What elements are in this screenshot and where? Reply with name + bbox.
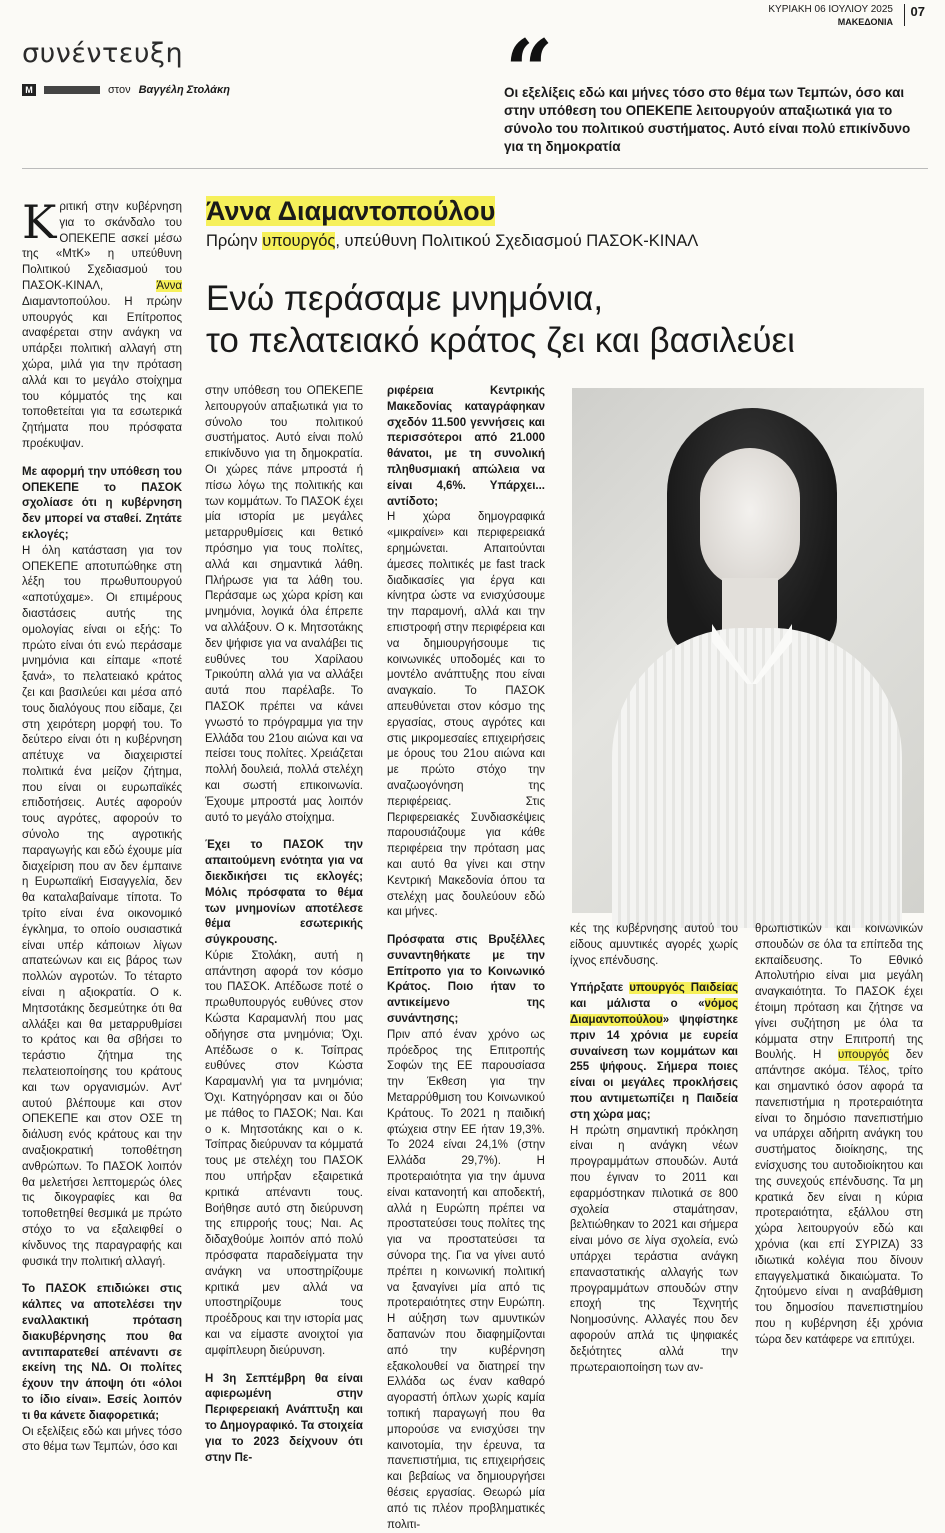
- question: Πρόσφατα στις Βρυξέλλες συναντηθήκατε με την Επίτροπο για το Κοινωνικό Κράτος. Ποιο ήταν το αντικείμενο της συνάντησης;: [387, 934, 545, 1026]
- question: [570, 981, 738, 1123]
- interviewee-name: [206, 196, 495, 227]
- divider: [22, 168, 928, 169]
- column-3: [387, 384, 545, 1533]
- interviewee-photo: [572, 388, 924, 913]
- section-rubric: συνέντευξη: [22, 38, 184, 69]
- reporter-name: Βαγγέλη Στολάκη: [138, 84, 230, 96]
- answer-text: δεν απάντησε ακόμα. Τέλος, τρίτο και σημαντικό όσον αφορά τα πανεπιστήμια η προτεραιότητα είναι το δημόσιο πανεπιστήμιο να υπάρχει αδήριτη ανάγκη του συστήματος διοίκησης, της ενίσχυσης του αυτοδιοίκητου και της συνεχούς επένδυσης. Τα μη κρατικά δεν είναι η κύρια προτεραιότητα, εξάλλου στη χώρα λειτουργούν εδώ και χρόνια (και επί ΣΥΡΙΖΑ) 33 ιδιωτικά κολέγια που δίνουν επαγγελματικά δικαιώματα. Το ζητούμενο είναι η αναβάθμιση του δημοσίου πανεπιστημίου που η κυβέρνηση έξι χρόνια τώρα δεν κατάφερε να επιτύχει.: [755, 1049, 923, 1346]
- folio: [768, 4, 893, 28]
- page-number: 07: [904, 4, 925, 26]
- answer: Η πρώτη σημαντική πρόκληση είναι η ανάγκη νέων προγραμμάτων σπουδών. Αυτά που έγιναν το 2011 και εφαρμόστηκαν πιλοτικά σε 800 σχολεία σταμάτησαν, βελτιώθηκαν το 2021 και σήμερα είναι μόνο σε λίγα σχολεία, ενώ υπάρχει τεράστια ανάγκη επαναστατικής αλλαγής των προγραμμάτων σπουδών στην εποχή της Τεχνητής Νοημοσύνης. Αλλαγές που δεν αφορούν απλά τις ψηφιακές δεξιότητες αλλά την πρωτεραιοποίηση των αν-: [570, 1124, 738, 1374]
- headline: [206, 278, 926, 362]
- photo-face: [700, 448, 800, 588]
- intro-paragraph: [22, 195, 182, 453]
- answer: Η χώρα δημογραφικά «μικραίνει» και περιφερειακά ερημώνεται. Απαιτούνται άμεσες πολιτικές με fast track διαδικασίες για έργα και κίνητρα ώστε να ενισχύσουμε την παραμονή, αλλά και την επιστροφή στην περιφέρεια και να δημιουργήσουμε τις κοινωνικές υποδομές και το μοντέλο ανάπτυξης που είναι αναγκαίο. Το ΠΑΣΟΚ απευθύνεται στον κόσμο της εργασίας, στους αγρότες και στις μικρομεσαίες επιχειρήσεις με όρους του 21ου αιώνα και με πρώτο στόχο την αναζωογόνηση της περιφέρειας. Στις Περιφερειακές Συνδιασκέψεις παρουσιάζουμε για κάθε περιφέρεια την πρόταση μας και αυτό θα γίνει και στην Κεντρική Μακεδονία όπου τα στελέχη μας δουλεύουν εδώ και μήνες.: [387, 511, 545, 919]
- answer: Η όλη κατάσταση για τον ΟΠΕΚΕΠΕ αποτυπώθηκε στη λέξη του πρωθυπουργού «αποτύχαμε». Οι επιμέρους διαστάσεις αυτής της ομολογίας είναι οι εξής: Το πρώτο είναι ότι ενώ περάσαμε μνημόνια και είπαμε «ποτέ ξανά», το πελατειακό κράτος ζει και βασιλεύει και μέσα από τους διαλόγους που είδαμε, ζει στη χειρότερη μορφή του. Το δεύτερο είναι ότι η κυβέρνηση απέτυχε να διαχειριστεί πολιτικά ένα μείζον ζήτημα, που είναι οι ευρωπαϊκές επιδοτήσεις. Αυτές αφορούν τους αγρότες, αφορούν το σύνολο της αγροτικής παραγωγής και εδώ έχουμε μία διαχείριση που αν δεν έμπαινε η Ευρωπαϊκή Εισαγγελία, δεν θα καταλαβαίναμε τίποτα. Το τρίτο είναι ένα οικονομικό έγκλημα, το οποίο ουσιαστικά είναι υπέρ κάποιων λίγων απατεώνων και εις βάρος των πολλών αγροτών. Το τέταρτο είναι η αξιοκρατία. Ο κ. Μητσοτάκης δεσμεύτηκε ότι θα αλλάξει και θα μεταρρυθμίσει το κράτος και θα σβήσει το τεράστιο ζήτημα της πελατειοποίησης του κράτους και των οργανισμών. Αντ' αυτού βλέπουμε και στον ΟΠΕΚΕΠΕ και στον ΟΣΕ τη διάλυση ενός κράτους και την αναξιοκρατική τοποθέτηση ανθρώπων. Το ΠΑΣΟΚ λοιπόν θα μελετήσει λεπτομερώς όλες τις δικογραφίες και θα τοποθετηθεί θεσμικά με πρώτο στόχο το να εξαλειφθεί ο κίνδυνος της παραγραφής και φυσικά την πολιτική αλλαγή.: [22, 544, 182, 1268]
- pull-quote: Οι εξελίξεις εδώ και μήνες τόσο στο θέμα των Τεμπών, όσο και στην υπόθεση του ΟΠΕΚΕΠΕ λειτουργούν απαξιωτικά για το σύνολο του πολιτικού συστήματος. Αυτό είναι πολύ επικίνδυνο για τη δημοκρατία: [504, 85, 911, 154]
- answer-text: θρωπιστικών και κοινωνικών σπουδών σε όλα τα επίπεδα της εκπαίδευσης. Το Εθνικό Απολυτήριο είναι μια μεγάλη αναγκαιότητα. Το ΠΑΣΟΚ έχει έτοιμη πρόταση και ζήτησε να γίνει συζήτηση με όλα τα κόμματα στην Επιτροπή της Βουλής. Η: [755, 923, 923, 1062]
- headline-line: Ενώ περάσαμε μνημόνια,: [206, 279, 604, 318]
- drop-cap: Κ: [22, 195, 57, 249]
- intro-text: ριτική στην κυβέρνηση για το σκάνδαλο του ΟΠΕΚΕΠΕ ασκεί μέσω της «ΜτΚ» η υπεύθυνη Πολιτικού Σχεδιασμού του ΠΑΣΟΚ-ΚΙΝΑΛ,: [22, 201, 182, 292]
- intro-highlight: Άννα: [156, 279, 182, 292]
- newspaper-name: ΜΑΚΕΔΟΝΙΑ: [837, 17, 893, 27]
- answer: κές της κυβέρνησης αυτού του είδους αμυντικές αγορές χωρίς ίχνος επένδυσης.: [570, 923, 738, 967]
- byline-bar: [44, 86, 100, 94]
- question-text: » ψηφίστηκε πριν 14 χρόνια με ευρεία συναίνεση των κομμάτων και 255 ψήφους. Σήμερα ποιες είναι οι μεγάλες προκλήσεις που αντιμετωπίζει η Παιδεία στη χώρα μας;: [570, 1013, 738, 1121]
- answer-highlight: υπουργός: [838, 1049, 889, 1062]
- photo-shirt: [612, 628, 902, 928]
- answer: στην υπόθεση του ΟΠΕΚΕΠΕ λειτουργούν απαξιωτικά για το σύνολο του πολιτικού συστήματος. Αυτό είναι πολύ επικίνδυνο για τη δημοκρατία. Οι χώρες πάνε μπροστά ή πίσω λόγω της πολιτικής και των κομμάτων. Το ΠΑΣΟΚ έχει μία ιστορία με μεγάλες μεταρρυθμίσεις και θετικό πρόσημο για τους πολίτες, αλλά και σημαντικά λάθη. Πλήρωσε για τα λάθη του. Περάσαμε ως χώρα κρίση και μνημόνια, λογικά όλα έπρεπε να αλλάξουν. Ο κ. Μητσοτάκης δεν ψήφισε για να αναλάβει τις ευθύνες του Χαρίλαου Τρικούπη αλλά για να αλλάξει αυτά που παρέλαβε. Το ΠΑΣΟΚ πρέπει να κάνει γνωστό το πρόγραμμα για την Ελλάδα του 21ου αιώνα και να πείσει τους πολίτες. Χρειάζεται πολλή δουλειά, πολλά στελέχη και σωστή επικοινωνία. Έχουμε μπροστά μας λοιπόν αυτό το μεγάλο στοίχημα.: [205, 385, 363, 824]
- headline-line: το πελατειακό κράτος ζει και βασιλεύει: [206, 321, 795, 360]
- question: Το ΠΑΣΟΚ επιδιώκει στις κάλπες να αποτελέσει την εναλλακτική πρόταση διακυβέρνησης που θα αντιπαρατεθεί απέναντι σε εκείνη της ΝΔ. Οι πολίτες έχουν την άποψη ότι «όλοι το ίδιο είναι». Εσείς λοιπόν τι θα κάνετε διαφορετικά;: [22, 1283, 182, 1422]
- question-highlight: υπουργός Παιδείας: [629, 982, 738, 995]
- question-text: και μάλιστα ο «: [570, 998, 705, 1011]
- column-1: [22, 195, 182, 1456]
- column-2: [205, 384, 363, 1466]
- question-text: Υπήρξατε: [570, 982, 630, 995]
- byline: [22, 84, 230, 96]
- question: Η 3η Σεπτέμβρη θα είναι αφιερωμένη στην Περιφερειακή Ανάπτυξη και το Δημογραφικό. Τα στοιχεία για το 2023 δείχνουν ότι στην Πε-: [205, 1372, 363, 1464]
- intro-text: Διαμαντοπούλου. Η πρώην υπουργός και Επίτροπος αναφέρεται στην ανάγκη να υπάρξει πολιτική αλλαγή στη χώρα, μιλά για την πρόταση αλλά και το μεγάλο στοίχημα του κόμματός της και τοποθετείται για τα εσωτερικά ζητήματα που πρόσφατα προέκυψαν.: [22, 295, 182, 450]
- byline-prefix: στον: [108, 84, 131, 96]
- answer: Κύριε Στολάκη, αυτή η απάντηση αφορά τον κόσμο του ΠΑΣΟΚ. Απέδωσε ποτέ ο πρωθυπουργός ευθύνες στον Κώστα Καραμανλή που μας οδήγησε στα μνημόνια; Όχι. Απέδωσε ο κ. Τσίπρας ευθύνες στον Κώστα Καραμανλή για τα μνημόνια; Όχι. Κατηγόρησαν και οι δύο με πάθος το ΠΑΣΟΚ; Ναι. Και ο κ. Μητσοτάκης και ο κ. Τσίπρας διεύρυναν τα κόμματά τους με στελέχη του ΠΑΣΟΚ που υπήρξαν εξαιρετικά κριτικά απέναντι τους. Βοήθησε αυτό στη διεύρυνση της επιρροής τους; Ναι. Ας διδαχθούμε λοιπόν από πολύ πρόσφατα παραδείγματα την ανάγκη να υποστηρίζουμε κριτικά μεν αλλά να υποστηρίζουμε τους προέδρους και την ιστορία μας και να είμαστε ανοιχτοί για αμφίπλευρη διεύρυνση.: [205, 949, 363, 1357]
- question-highlight: νόμος Διαμαντοπούλου: [570, 998, 738, 1026]
- question: Έχει το ΠΑΣΟΚ την απαιτούμενη ενότητα για να διεκδικήσει τις εκλογές; Μόλις πρόσφατα το θέμα των μνημονίων αποτέλεσε θέμα εσωτερικής σύγκρουσης.: [205, 839, 363, 947]
- role-text: , υπεύθυνη Πολιτικού Σχεδιασμού ΠΑΣΟΚ-ΚΙΝΑΛ: [335, 232, 699, 250]
- column-4: [570, 922, 738, 1376]
- role-highlight: υπουργός: [262, 232, 336, 250]
- question: ριφέρεια Κεντρικής Μακεδονίας καταγράφηκαν σχεδόν 11.500 γεννήσεις και περισσότεροι από 21.000 θάνατοι, με τη συνολική πληθυσμιακή απώλεια να είναι 4,6%. Υπάρχει... αντίδοτο;: [387, 385, 545, 508]
- newspaper-logo-icon: M: [22, 84, 36, 96]
- column-5: [755, 922, 923, 1349]
- question: Με αφορμή την υπόθεση του ΟΠΕΚΕΠΕ το ΠΑΣΟΚ σχολίασε ότι η κυβέρνηση δεν μπορεί να σταθεί. Ζητάτε εκλογές;: [22, 465, 182, 541]
- answer: [755, 922, 923, 1349]
- answer: Οι εξελίξεις εδώ και μήνες τόσο στο θέμα των Τεμπών, όσο και: [22, 1425, 182, 1454]
- answer: Πριν από έναν χρόνο ως πρόεδρος της Επιτροπής Σοφών της ΕΕ παρουσίασα την Έκθεση για την Μεταρρύθμιση του Κοινωνικού Κράτους. Το 2021 η παιδική φτώχεια στην ΕΕ ήταν 19,3%. Το 2024 είναι 24,1% (στην Ελλάδα 29,7%). Η προτεραιότητα για την άμυνα είναι κατανοητή και αποδεκτή, αλλά η Ευρώπη πρέπει να προστατεύσει τους πολίτες της για να προστατεύσει τα σύνορα της. Για να γίνει αυτό πρέπει η κοινωνική πολιτική να ξαναγίνει μία από τις προτεραιότητες στην Ευρώπη. Η αύξηση των αμυντικών δαπανών που διαφημίζονται από την κυβέρνηση εξακολουθεί να διατηρεί την Ελλάδα ως έναν καθαρό αγοραστή όπλων χωρίς καμία τοπική παραγωγή που θα μπορούσε να ενισχύσει την καινοτομία, την έρευνα, τα πανεπιστήμια, τις επιχειρήσεις και βεβαίως να δημιουργήσει θέσεις εργασίας. Θεωρώ μία από τις πλέον προβληματικές πολιτι-: [387, 1028, 545, 1531]
- interviewee-role: [206, 232, 698, 251]
- issue-date: ΚΥΡΙΑΚΗ 06 ΙΟΥΛΙΟΥ 2025: [768, 4, 893, 15]
- quote-mark-icon: “: [505, 21, 554, 120]
- role-text: Πρώην: [206, 232, 263, 250]
- name-highlight: Άννα Διαμαντοπούλου: [206, 196, 496, 226]
